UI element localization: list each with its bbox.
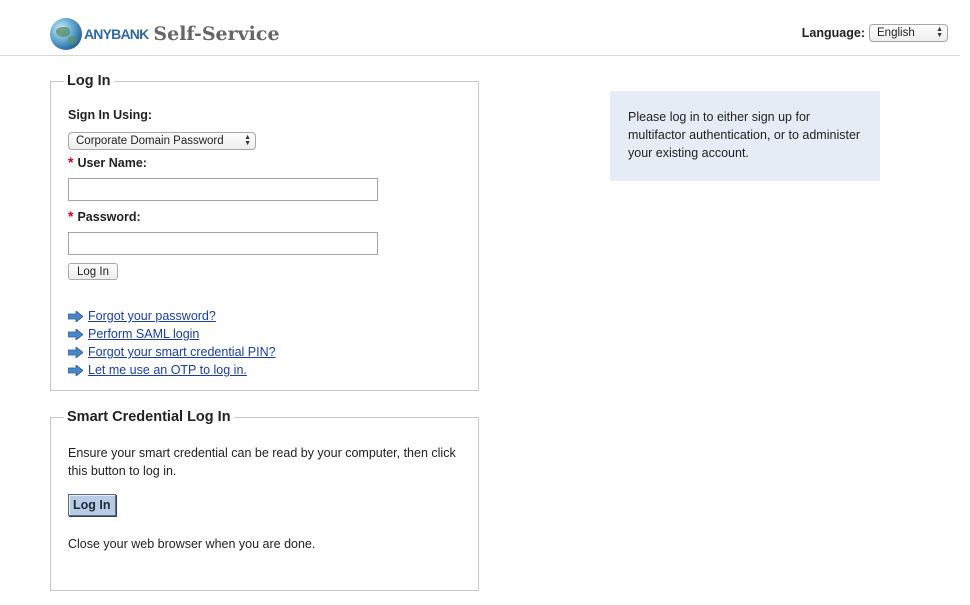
saml-login-link[interactable]: Perform SAML login (88, 327, 200, 341)
help-links (68, 307, 276, 379)
smart-credential-legend: Smart Credential Log In (67, 409, 231, 425)
required-asterisk-icon: * (68, 208, 74, 224)
login-button[interactable]: Log In (68, 263, 118, 280)
link-row (68, 361, 276, 379)
smart-login-button[interactable]: Log In (68, 494, 116, 516)
password-input[interactable] (68, 232, 378, 255)
language-selector (802, 24, 948, 42)
smart-credential-instructions: Ensure your smart credential can be read by your computer, then click this button to log in. (68, 446, 456, 478)
product-name: Self-Service (153, 23, 280, 45)
header (0, 0, 960, 56)
blue-arrow-icon (68, 347, 83, 358)
username-input[interactable] (68, 178, 378, 201)
language-label: Language: (801, 26, 865, 40)
sign-in-method-value: Corporate Domain Password (76, 135, 224, 147)
username-label-group (68, 154, 147, 170)
sign-in-label: Sign In Using: (68, 108, 153, 122)
required-asterisk-icon: * (68, 154, 74, 170)
username-label: User Name: (77, 156, 147, 170)
smart-credential-panel (50, 409, 479, 591)
blue-arrow-icon (68, 365, 83, 376)
password-label-group (68, 208, 141, 224)
forgot-password-link[interactable]: Forgot your password? (88, 309, 216, 323)
language-value: English (877, 27, 915, 39)
password-label: Password: (77, 210, 141, 224)
login-legend: Log In (67, 73, 111, 89)
logo (50, 16, 280, 52)
brand-name: ANYBANK (84, 26, 149, 42)
blue-arrow-icon (68, 311, 83, 322)
login-panel (50, 73, 479, 391)
blue-arrow-icon (68, 329, 83, 340)
select-arrows-icon: ▲ ▼ (244, 134, 251, 147)
link-row (68, 325, 276, 343)
otp-login-link[interactable]: Let me use an OTP to log in. (88, 363, 247, 377)
language-select[interactable] (869, 24, 948, 42)
forgot-pin-link[interactable]: Forgot your smart credential PIN? (88, 345, 276, 359)
info-message: Please log in to either sign up for multifactor authentication, or to administer your existing account. (610, 91, 880, 181)
sign-in-method-select[interactable] (68, 132, 256, 150)
link-row (68, 343, 276, 361)
select-arrows-icon: ▲ ▼ (936, 26, 943, 39)
globe-icon (50, 18, 82, 50)
link-row (68, 307, 276, 325)
close-browser-note: Close your web browser when you are done. (68, 537, 316, 551)
